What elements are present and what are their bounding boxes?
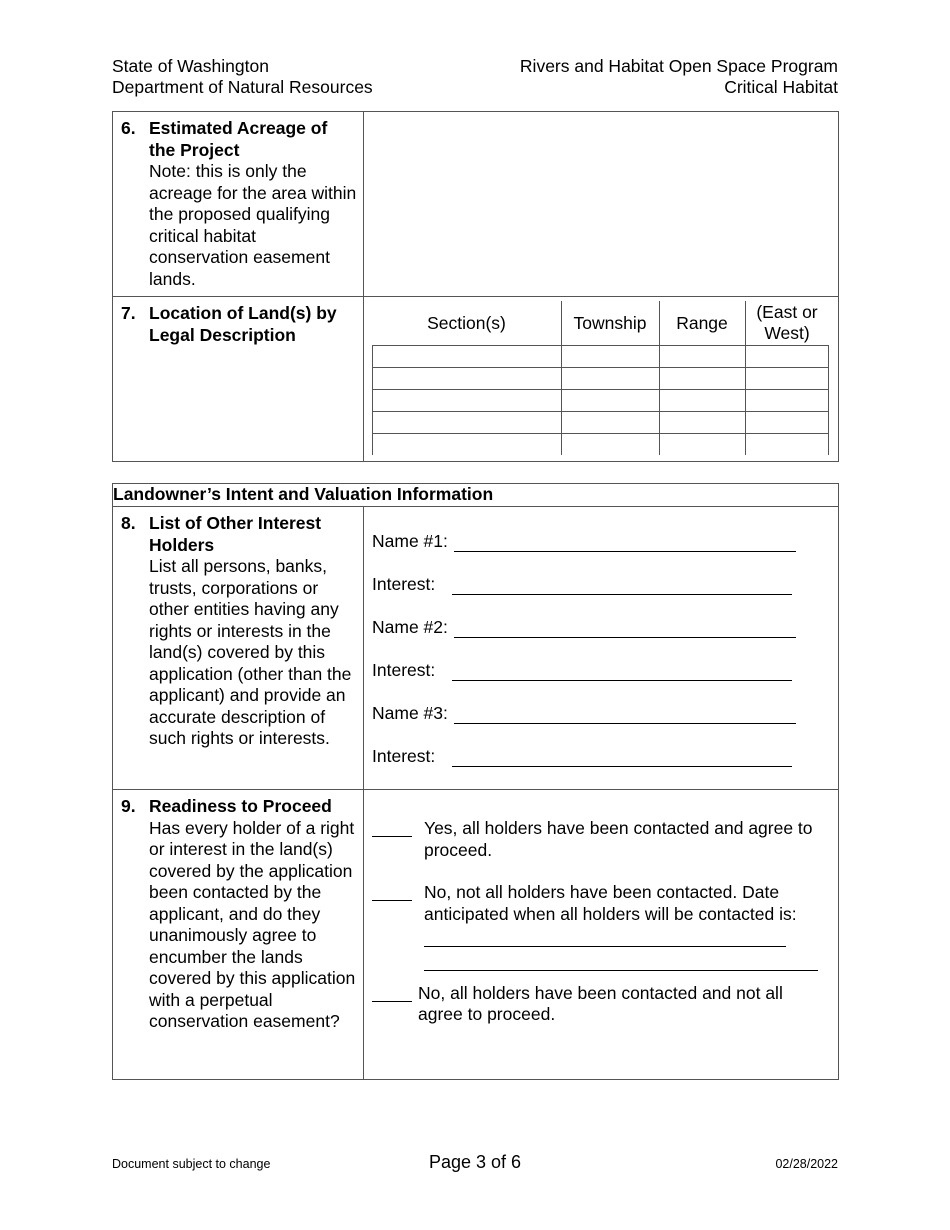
sections-cell[interactable] <box>373 368 562 390</box>
sections-cell[interactable] <box>373 346 562 368</box>
item9-description: Has every holder of a right or interest in the land(s) covered by the application been contacted by the applicant, and do they unanimously agree to encumber the lands covered by this application with a perpetual conservation easement? <box>149 817 356 1031</box>
col-range: Range <box>659 301 745 346</box>
range-cell[interactable] <box>659 346 745 368</box>
interest2-label: Interest: <box>372 660 436 680</box>
item8-label-cell <box>113 507 364 790</box>
contact-date-line-2[interactable] <box>424 949 818 971</box>
name1-label: Name #1: <box>372 531 448 551</box>
legal-description-grid <box>372 301 829 455</box>
item9-label-cell <box>113 790 364 1080</box>
range-cell[interactable] <box>659 368 745 390</box>
legal-description-cell <box>364 297 839 462</box>
item7-title: Location of Land(s) by Legal Description <box>149 303 337 345</box>
interest-holders-cell <box>364 507 839 790</box>
range-cell[interactable] <box>659 434 745 456</box>
township-cell[interactable] <box>561 434 659 456</box>
option-yes-blank[interactable] <box>372 818 412 837</box>
option-not-all-agree[interactable] <box>372 983 830 1026</box>
header-department: Department of Natural Resources <box>112 77 373 97</box>
name1-line[interactable] <box>454 533 796 552</box>
name2-field[interactable] <box>372 617 830 638</box>
option-not-all-contacted-text: No, not all holders have been contacted. Date anticipated when all holders will be contacted is: <box>424 882 797 924</box>
section-title: Landowner’s Intent and Valuation Information <box>113 484 839 507</box>
col-sections: Section(s) <box>373 301 562 346</box>
name2-label: Name #2: <box>372 617 448 637</box>
option-not-all-contacted[interactable] <box>372 882 830 971</box>
item7-number: 7. <box>121 303 136 323</box>
east-west-cell[interactable] <box>745 368 829 390</box>
item8-number: 8. <box>121 513 136 533</box>
interest1-label: Interest: <box>372 574 436 594</box>
interest3-label: Interest: <box>372 746 436 766</box>
name3-label: Name #3: <box>372 703 448 723</box>
readiness-options-cell <box>364 790 839 1080</box>
legal-row <box>373 368 829 390</box>
interest1-line[interactable] <box>452 576 792 595</box>
interest3-field[interactable] <box>372 746 830 767</box>
contact-date-line[interactable] <box>424 928 786 947</box>
township-cell[interactable] <box>561 346 659 368</box>
east-west-cell[interactable] <box>745 434 829 456</box>
legal-row <box>373 346 829 368</box>
township-cell[interactable] <box>561 412 659 434</box>
acreage-input-cell[interactable] <box>364 112 839 297</box>
sections-cell[interactable] <box>373 390 562 412</box>
township-cell[interactable] <box>561 390 659 412</box>
name3-line[interactable] <box>454 705 796 724</box>
footer-date: 02/28/2022 <box>775 1157 838 1171</box>
item7-label-cell <box>113 297 364 462</box>
legal-row <box>373 434 829 456</box>
sections-cell[interactable] <box>373 434 562 456</box>
option-not-all-agree-text: No, all holders have been contacted and not all agree to proceed. <box>418 982 783 1024</box>
legal-row <box>373 412 829 434</box>
east-west-cell[interactable] <box>745 412 829 434</box>
range-cell[interactable] <box>659 390 745 412</box>
header-left <box>112 56 373 98</box>
east-west-cell[interactable] <box>745 346 829 368</box>
page-number: Page 3 of 6 <box>428 1152 522 1172</box>
option-not-all-agree-blank[interactable] <box>372 983 412 1002</box>
header-right <box>520 56 838 98</box>
item6-title: Estimated Acreage of the Project <box>149 118 328 160</box>
project-info-table <box>112 111 839 462</box>
township-cell[interactable] <box>561 368 659 390</box>
name2-line[interactable] <box>454 619 796 638</box>
interest1-field[interactable] <box>372 574 830 595</box>
name1-field[interactable] <box>372 531 830 552</box>
landowner-intent-table <box>112 483 839 1080</box>
sections-cell[interactable] <box>373 412 562 434</box>
header-state: State of Washington <box>112 56 269 76</box>
item6-number: 6. <box>121 118 136 138</box>
col-east-west: (East or West) <box>745 301 829 346</box>
col-township: Township <box>561 301 659 346</box>
option-yes[interactable] <box>372 818 830 861</box>
option-not-all-contacted-blank[interactable] <box>372 882 412 901</box>
item6-label-cell <box>113 112 364 297</box>
header-program-type: Critical Habitat <box>724 77 838 97</box>
item8-title: List of Other Interest Holders <box>149 513 322 555</box>
east-west-cell[interactable] <box>745 390 829 412</box>
footer-disclaimer: Document subject to change <box>112 1157 271 1171</box>
item6-note: Note: this is only the acreage for the area within the proposed qualifying critical habitat conservation easement lands. <box>149 161 357 289</box>
header-program: Rivers and Habitat Open Space Program <box>519 56 838 76</box>
legal-row <box>373 390 829 412</box>
interest2-line[interactable] <box>452 662 792 681</box>
option-yes-text: Yes, all holders have been contacted and agree to proceed. <box>424 818 813 860</box>
range-cell[interactable] <box>659 412 745 434</box>
item9-number: 9. <box>121 796 136 816</box>
item9-title: Readiness to Proceed <box>149 796 332 816</box>
interest3-line[interactable] <box>452 748 792 767</box>
item8-description: List all persons, banks, trusts, corporations or other entities having any rights or interests in the land(s) covered by this application (other than the applicant) and provide an accurate description of such rights or interests. <box>149 556 352 748</box>
interest2-field[interactable] <box>372 660 830 681</box>
name3-field[interactable] <box>372 703 830 724</box>
